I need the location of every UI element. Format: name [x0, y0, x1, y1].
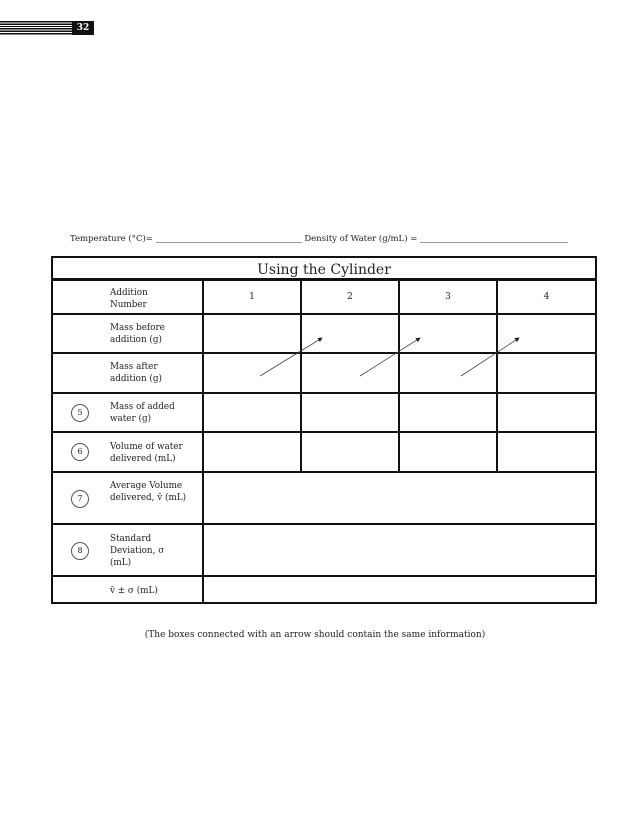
- row-label-mass-after: Mass after addition (g): [110, 362, 162, 384]
- page-number: 32: [72, 21, 94, 35]
- cylinder-table: [51, 256, 597, 604]
- temperature-blank[interactable]: [156, 242, 302, 243]
- arrow-3-to-4: [461, 338, 519, 376]
- measurement-fields: [70, 234, 568, 244]
- arrow-2-to-3: [360, 338, 420, 376]
- row-label-volume-delivered: Volume of water delivered (mL): [110, 442, 183, 464]
- row-label-mass-before: Mass before addition (g): [110, 323, 165, 345]
- table-title: Using the Cylinder: [257, 262, 391, 278]
- row-number-6: 6: [71, 443, 89, 461]
- arrow-1-to-2: [260, 338, 322, 376]
- addition-number-label: Addition Number: [110, 288, 148, 310]
- column-header-4: 4: [543, 292, 550, 302]
- temperature-label: Temperature (°C)=: [70, 234, 153, 244]
- row-label-mass-added: Mass of added water (g): [110, 402, 175, 424]
- row-label-standard-deviation: Standard Deviation, σ (mL): [110, 534, 165, 568]
- column-header-3: 3: [445, 292, 451, 302]
- column-header-1: 1: [249, 292, 255, 302]
- row-number-5: 5: [71, 404, 89, 422]
- density-label: Density of Water (g/mL) =: [304, 234, 418, 244]
- link-arrows: [53, 258, 595, 602]
- row-number-8: 8: [71, 542, 89, 560]
- row-number-7: 7: [71, 490, 89, 508]
- footnote: (The boxes connected with an arrow should contain the same information): [144, 630, 486, 640]
- row-label-result: v̄ ± σ (mL): [110, 586, 158, 596]
- column-header-2: 2: [347, 292, 353, 302]
- density-blank[interactable]: [420, 242, 568, 243]
- row-label-average-volume: Average Volume delivered, v̄ (mL): [110, 481, 187, 503]
